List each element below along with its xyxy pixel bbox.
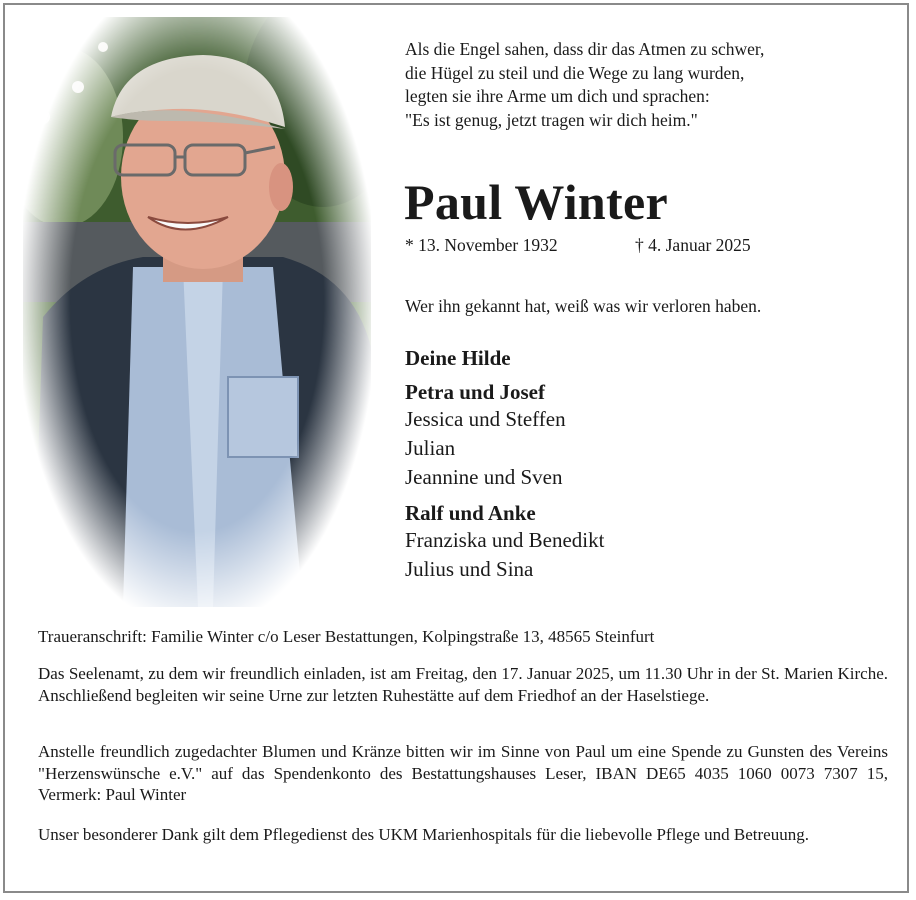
family-group <box>405 345 885 371</box>
portrait-illustration <box>23 17 371 607</box>
poem-line: die Hügel zu steil und die Wege zu lang wurden, <box>405 62 745 83</box>
poem <box>405 38 885 132</box>
family-head: Deine Hilde <box>405 346 511 370</box>
birth-date: * 13. November 1932 <box>405 235 558 255</box>
family-head: Ralf und Anke <box>405 501 536 525</box>
poem-line: legten sie ihre Arme um dich und sprachen: <box>405 86 710 106</box>
death-date: † 4. Januar 2025 <box>635 235 751 255</box>
donation-info: Anstelle freundlich zugedachter Blumen und Kränze bitten wir im Sinne von Paul um eine Spende zu Gunsten des Vereins "Herzenswünsche e.V." auf das Spendenkonto des Bestattungshauses Leser, IBAN DE65 4035 1060 0073 7307 15, Vermerk: Paul Winter <box>38 742 888 804</box>
service-info: Das Seelenamt, zu dem wir freundlich einladen, ist am Freitag, den 17. Januar 2025, um 11.30 Uhr in der St. Marien Kirche. Anschließend begleiten wir seine Urne zur letzten Ruhestätte auf dem Friedhof an der Haselstiege. <box>38 664 888 705</box>
family-member: Julian <box>405 436 456 460</box>
thanks-note: Unser besonderer Dank gilt dem Pflegedienst des UKM Marienhospitals für die liebevolle Pflege und Betreuung. <box>38 825 809 844</box>
family-list <box>405 345 885 592</box>
notice-frame <box>3 3 909 893</box>
family-member: Franziska und Benedikt <box>405 528 605 552</box>
portrait-photo <box>23 17 371 607</box>
family-member: Jeannine und Sven <box>405 465 563 489</box>
poem-line: Als die Engel sahen, dass dir das Atmen zu schwer, <box>405 39 765 59</box>
family-group <box>405 379 885 492</box>
deceased-name: Paul Winter <box>404 174 668 230</box>
poem-line: "Es ist genug, jetzt tragen wir dich heim." <box>405 109 698 130</box>
family-member: Jessica und Steffen <box>405 407 566 431</box>
mourning-address: Traueranschrift: Familie Winter c/o Leser Bestattungen, Kolpingstraße 13, 48565 Steinfurt <box>38 627 655 646</box>
family-group <box>405 500 885 584</box>
family-head: Petra und Josef <box>405 380 545 404</box>
family-member: Julius und Sina <box>405 557 534 581</box>
remembrance-quote: Wer ihn gekannt hat, weiß was wir verloren haben. <box>405 296 762 316</box>
